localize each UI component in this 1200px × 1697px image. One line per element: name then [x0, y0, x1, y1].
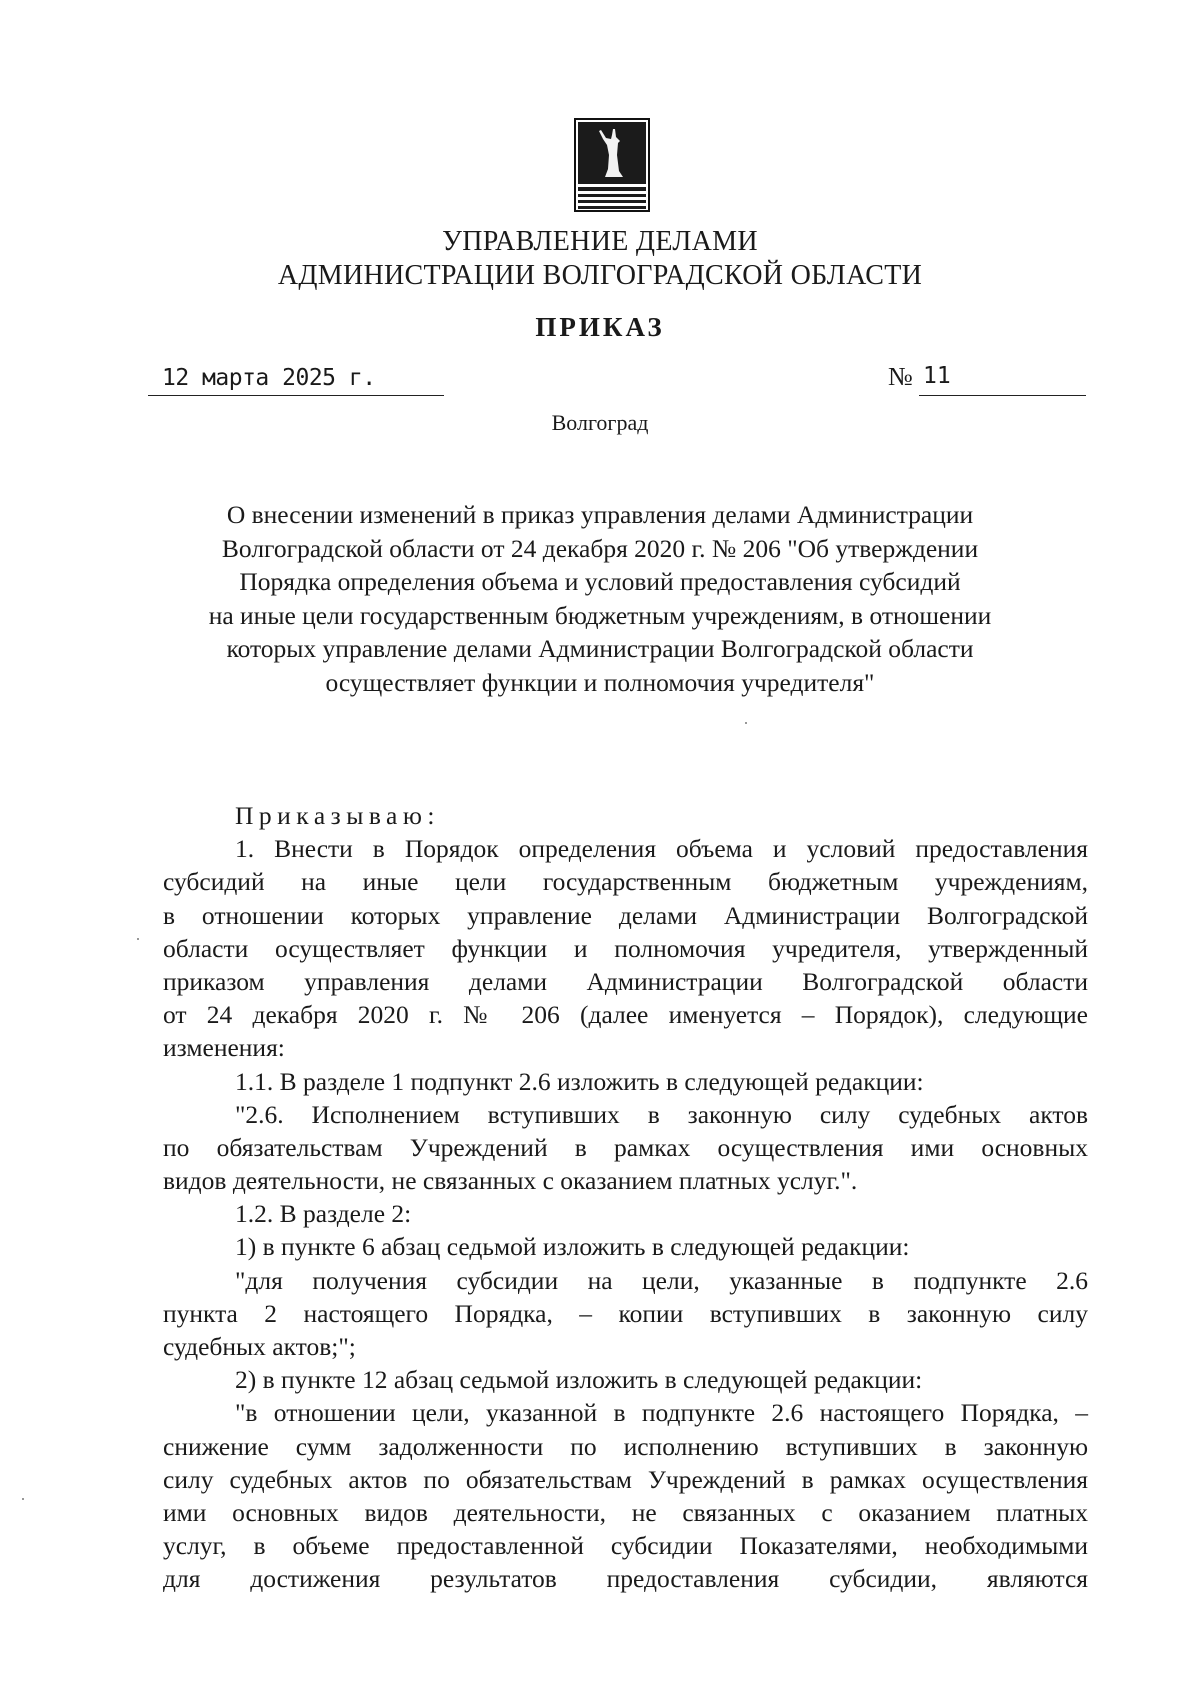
title-line: которых управление делами Администрации Волгоградской области — [226, 634, 974, 663]
body-line: изменения: — [163, 1033, 285, 1063]
title-line: Порядка определения объема и условий предоставления субсидий — [239, 567, 961, 596]
body-line: по обязательствам Учреждений в рамках осуществления ими основных — [163, 1132, 1088, 1162]
organization-name-line-1: УПРАВЛЕНИЕ ДЕЛАМИ — [442, 226, 758, 257]
body-line: 1.1. В разделе 1 подпункт 2.6 изложить в следующей редакции: — [235, 1066, 924, 1096]
document-number: 11 — [923, 363, 951, 389]
number-field — [919, 365, 1086, 396]
organization-name-line-2: АДМИНИСТРАЦИИ ВОЛГОГРАДСКОЙ ОБЛАСТИ — [277, 260, 923, 291]
body-line: субсидий на иные цели государственным бюджетным учреждениям, — [163, 867, 1088, 897]
title-line: О внесении изменений в приказ управления делами Администрации — [226, 500, 974, 529]
body-line: в отношении которых управление делами Администрации Волгоградской — [163, 900, 1088, 930]
body-line: 1) в пункте 6 абзац седьмой изложить в следующей редакции: — [235, 1232, 910, 1262]
volgograd-emblem-icon — [573, 117, 651, 213]
body-line: силу судебных актов по обязательствам Учреждений в рамках осуществления — [163, 1464, 1088, 1494]
scan-speck — [137, 938, 139, 940]
body-line: Приказываю: — [235, 801, 440, 830]
document-title — [120, 498, 1080, 699]
body-line: услуг, в объеме предоставленной субсидии Показателями, необходимыми — [163, 1531, 1088, 1561]
body-line: "для получения субсидии на цели, указанные в подпункте 2.6 — [235, 1265, 1088, 1295]
body-line: "в отношении цели, указанной в подпункте 2.6 настоящего Порядка, – — [235, 1398, 1088, 1428]
body-line: приказом управления делами Администрации Волгоградской области — [163, 966, 1088, 996]
scan-speck — [745, 722, 747, 724]
document-date: 12 марта 2025 г. — [162, 365, 376, 391]
body-line: от 24 декабря 2020 г. № 206 (далее именуется – Порядок), следующие — [163, 1000, 1088, 1030]
body-line: 1. Внести в Порядок определения объема и условий предоставления — [235, 834, 1088, 864]
body-line: видов деятельности, не связанных с оказанием платных услуг.". — [163, 1166, 858, 1196]
title-line: на иные цели государственным бюджетным учреждениям, в отношении — [208, 600, 992, 630]
title-line: Волгоградской области от 24 декабря 2020 г. № 206 "Об утверждении — [221, 533, 979, 563]
body-line: области осуществляет функции и полномочия учредителя, утвержденный — [163, 933, 1088, 963]
city-name: Волгоград — [551, 410, 649, 435]
body-line: "2.6. Исполнением вступивших в законную силу судебных актов — [235, 1099, 1088, 1129]
document-type: ПРИКАЗ — [535, 312, 665, 342]
body-line: судебных актов;"; — [163, 1332, 356, 1361]
date-field — [148, 365, 444, 396]
number-sign: № — [888, 362, 913, 391]
document-body — [163, 799, 1088, 1596]
body-line: 2) в пункте 12 абзац седьмой изложить в следующей редакции: — [235, 1365, 923, 1395]
body-line: ими основных видов деятельности, не связанных с оказанием платных — [163, 1497, 1088, 1527]
body-line: для достижения результатов предоставления субсидии, являются — [163, 1564, 1088, 1594]
title-line: осуществляет функции и полномочия учредителя" — [325, 667, 875, 697]
scan-speck — [22, 1498, 24, 1500]
body-line: 1.2. В разделе 2: — [235, 1199, 412, 1229]
body-line: пункта 2 настоящего Порядка, – копии вступивших в законную силу — [163, 1298, 1088, 1328]
body-line: снижение сумм задолженности по исполнению вступивших в законную — [163, 1431, 1088, 1461]
